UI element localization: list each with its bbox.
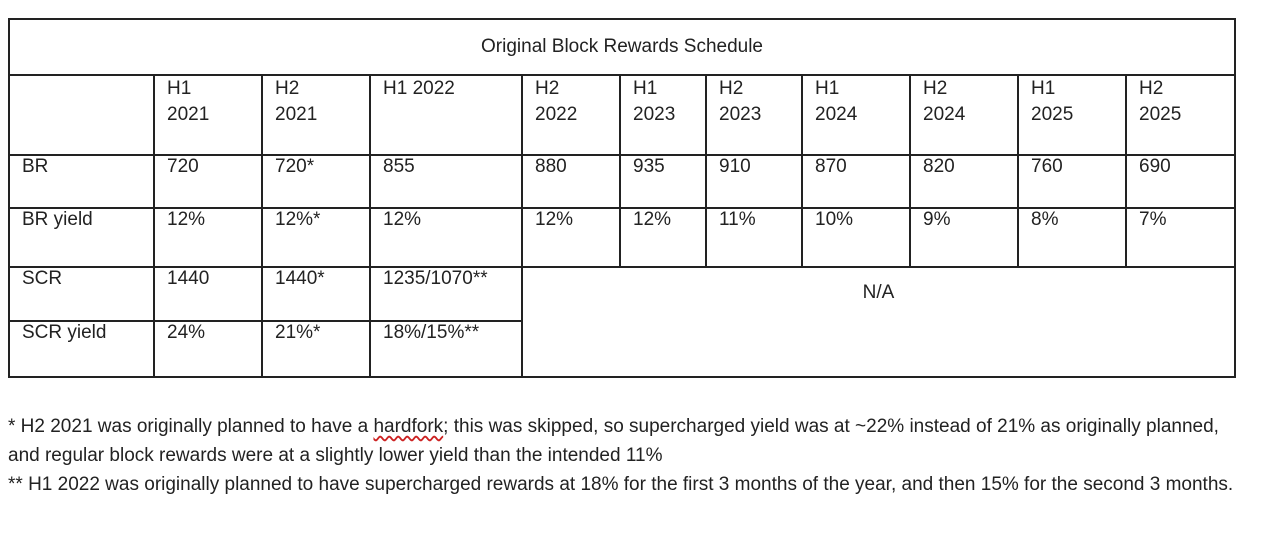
- table-cell: 870: [802, 155, 910, 208]
- table-cell: 24%: [154, 321, 262, 377]
- table-cell: 8%: [1018, 208, 1126, 267]
- column-header: H2 2025: [1126, 75, 1235, 155]
- corner-cell: [9, 75, 154, 155]
- row-label: BR yield: [9, 208, 154, 267]
- table-title: Original Block Rewards Schedule: [9, 19, 1235, 75]
- table-cell: 720: [154, 155, 262, 208]
- table-cell: 1440*: [262, 267, 370, 321]
- row-label: SCR yield: [9, 321, 154, 377]
- table-cell: 12%*: [262, 208, 370, 267]
- table-row-br: [9, 155, 1235, 208]
- column-header: H1 2024: [802, 75, 910, 155]
- table-cell: 11%: [706, 208, 802, 267]
- table-cell: 720*: [262, 155, 370, 208]
- table-cell: 7%: [1126, 208, 1235, 267]
- column-header: H2 2022: [522, 75, 620, 155]
- table-cell: 935: [620, 155, 706, 208]
- block-rewards-table: [8, 18, 1236, 378]
- table-cell: 760: [1018, 155, 1126, 208]
- column-header: H1 2023: [620, 75, 706, 155]
- spellcheck-word[interactable]: hardfork: [373, 416, 444, 437]
- column-header: H2 2023: [706, 75, 802, 155]
- column-header: H1 2025: [1018, 75, 1126, 155]
- footnotes: [8, 412, 1238, 499]
- footnote-text: * H2 2021 was originally planned to have a: [8, 416, 374, 437]
- footnote-1: [8, 412, 1238, 470]
- table-row-br-yield: [9, 208, 1235, 267]
- table-cell: 9%: [910, 208, 1018, 267]
- row-label: SCR: [9, 267, 154, 321]
- table-cell: 820: [910, 155, 1018, 208]
- table-cell: 690: [1126, 155, 1235, 208]
- footnote-2: ** H1 2022 was originally planned to have supercharged rewards at 18% for the first 3 months of the year, and then 15% for the second 3 months.: [8, 474, 1234, 495]
- table-cell: 855: [370, 155, 522, 208]
- table-cell: 880: [522, 155, 620, 208]
- column-header: H2 2024: [910, 75, 1018, 155]
- table-cell: 21%*: [262, 321, 370, 377]
- table-cell: 12%: [154, 208, 262, 267]
- column-header: H1 2021: [154, 75, 262, 155]
- row-label: BR: [9, 155, 154, 208]
- table-cell: 12%: [522, 208, 620, 267]
- table-cell: 18%/15%**: [370, 321, 522, 377]
- footnote-text: ; this was skipped, so supercharged yield was at ~22% instead of 21% as originally planned, and regular block rewards were at a slightly lower yield than the intended 11%: [8, 416, 1219, 466]
- table-cell: 910: [706, 155, 802, 208]
- column-header: H1 2022: [370, 75, 522, 155]
- header-row: [9, 75, 1235, 155]
- column-header: H2 2021: [262, 75, 370, 155]
- table-cell: 1235/1070**: [370, 267, 522, 321]
- table-cell: 12%: [370, 208, 522, 267]
- table-cell: 10%: [802, 208, 910, 267]
- table-cell: 1440: [154, 267, 262, 321]
- table-row-scr: [9, 267, 1235, 321]
- table-cell: 12%: [620, 208, 706, 267]
- na-cell: N/A: [522, 267, 1235, 377]
